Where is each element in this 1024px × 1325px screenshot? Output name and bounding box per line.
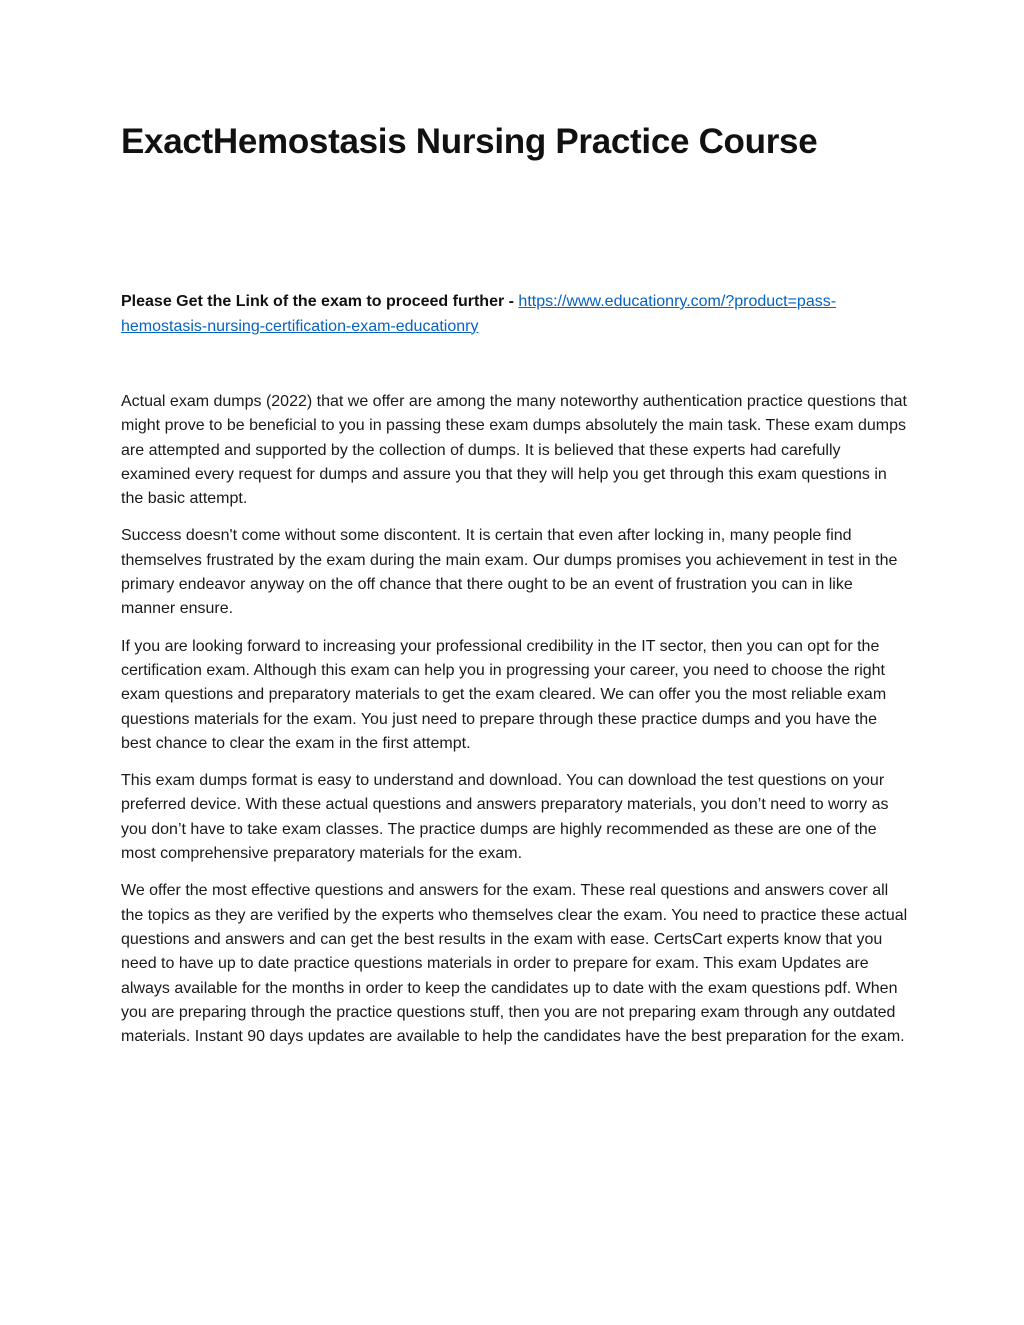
exam-link[interactable]: https://www.educationry.com/?product=pass-hemostasis-nursing-certification-exam-educationry bbox=[121, 293, 837, 335]
body-text bbox=[121, 390, 911, 1062]
paragraph-3: If you are looking forward to increasing your professional credibility in the IT sector, then you can opt for the certification exam. Although this exam can help you in progressing your career, you need to choose the right exam questions and preparatory materials to get the exam cleared. We can offer you the most reliable exam questions materials for the exam. You just need to prepare through these practice dumps and you have the best chance to clear the exam in the first attempt. bbox=[121, 637, 887, 752]
paragraph-5: We offer the most effective questions and answers for the exam. These real questions and answers cover all the topics as they are verified by the experts who themselves clear the exam. You need to practice these actual questions and answers and can get the best results in the exam with ease. CertsCart experts know that you need to have up to date practice questions materials in order to prepare for exam. This exam Updates are always available for the months in order to keep the candidates up to date with the exam questions pdf. When you are preparing through the practice questions stuff, then you are not preparing exam through any outdated materials. Instant 90 days updates are available to help the candidates have the best preparation for the exam. bbox=[121, 882, 908, 1046]
paragraph-2: Success doesn't come without some discontent. It is certain that even after locking in, many people find themselves frustrated by the exam during the main exam. Our dumps promises you achievement in test in the primary endeavor anyway on the off chance that there ought to be an event of frustration you can in like manner ensure. bbox=[121, 527, 898, 618]
exam-link-paragraph bbox=[121, 290, 901, 339]
page-title: ExactHemostasis Nursing Practice Course bbox=[121, 122, 818, 161]
link-lead-text: Please Get the Link of the exam to proceed further - bbox=[121, 293, 519, 310]
paragraph-1: Actual exam dumps (2022) that we offer are among the many noteworthy authentication practice questions that might prove to be beneficial to you in passing these exam dumps absolutely the main task. These exam dumps are attempted and supported by the collection of dumps. It is believed that these experts had carefully examined every request for dumps and assure you that they will help you get through this exam questions in the basic attempt. bbox=[121, 393, 907, 508]
paragraph-4: This exam dumps format is easy to understand and download. You can download the test questions on your preferred device. With these actual questions and answers preparatory materials, you don’t need to worry as you don’t have to take exam classes. The practice dumps are highly recommended as these are one of the most comprehensive preparatory materials for the exam. bbox=[121, 772, 889, 863]
